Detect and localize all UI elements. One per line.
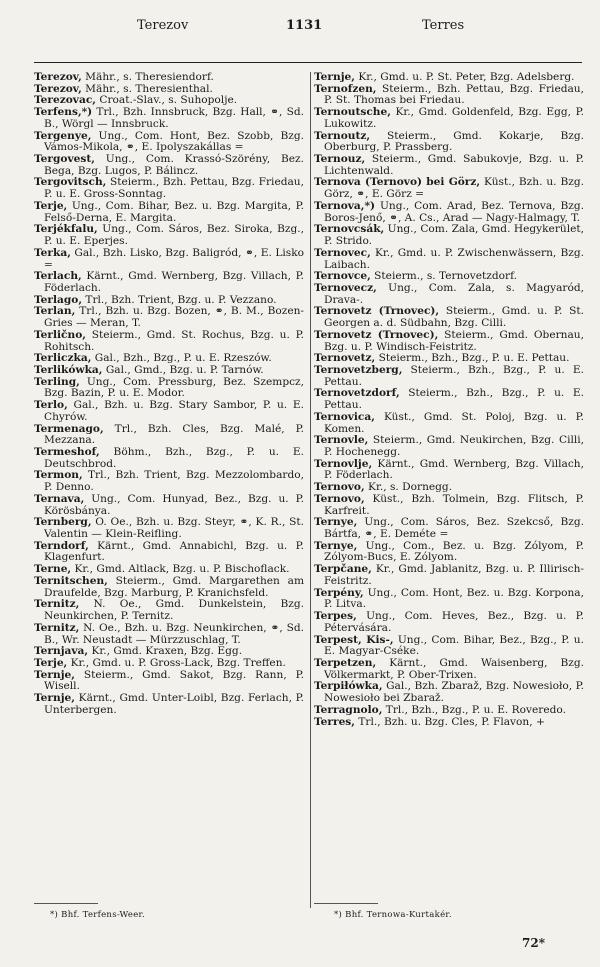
gazetteer-entry — [34, 306, 304, 329]
entry-details: N. Oe., Bzh. u. Bzg. Neunkirchen, ⚭, Sd. B., Wr. Neustadt — Mürzzuschlag, T. — [44, 621, 304, 646]
entry-place-name: Terličnо, — [34, 328, 86, 341]
gazetteer-entry — [34, 400, 304, 423]
entry-place-name: Termeshof, — [34, 446, 100, 458]
entry-place-name: Terling, — [34, 375, 80, 388]
gazetteer-entry — [34, 470, 304, 493]
entry-place-name: Terpetzen, — [314, 656, 377, 669]
entry-place-name: Ternovetz, — [314, 352, 376, 365]
entry-details: Küst., Bzh. Tolmein, Bzg. Flitsch, P. Karfreit. — [324, 492, 584, 517]
entry-place-name: Ternje, — [34, 692, 75, 705]
entry-details: Kr., Gmd. u. P. Gross-Lack, Bzg. Treffen. — [67, 656, 286, 669]
entry-place-name: Terlan, — [34, 305, 76, 318]
entry-place-name: Ternovetz (Trnovec), — [314, 305, 440, 318]
gazetteer-entry — [34, 693, 304, 716]
entry-details: Kärnt., Gmd. Annabichl, Bzg. u. P. Klagenfurt. — [44, 539, 304, 564]
gazetteer-entry — [34, 494, 304, 517]
entry-place-name: Ternovecz, — [314, 281, 377, 294]
entry-details: Steierm., Bzh. Pettau, Bzg. Friedau, P. St. Thomas bei Friedau. — [324, 82, 584, 107]
entry-place-name: Ternitz, — [34, 621, 80, 634]
entry-details: Kr., Gmd. u. P. Zwischenwässern, Bzg. Laibach. — [324, 246, 584, 271]
column-divider — [310, 72, 311, 908]
gazetteer-entry — [314, 412, 584, 435]
entry-place-name: Ternovo, — [314, 481, 365, 494]
entry-details: Kärnt., Gmd. Wernberg, Bzg. Villach, P. Föderlach. — [44, 270, 304, 294]
gazetteer-entry — [314, 658, 584, 681]
entry-place-name: Tergovitsch, — [34, 176, 107, 189]
entry-details: Ung., Com. Heves, Bez., Bzg. u. P. Pétervására. — [324, 610, 584, 634]
gazetteer-entry — [34, 377, 304, 400]
gazetteer-entry — [34, 201, 304, 224]
entry-details: Kärnt., Gmd. Waisenberg, Bzg. Völkermarkt, P. Ober-Trixen. — [324, 656, 584, 681]
entry-details: Ung., Com. Hont, Bez. u. Bzg. Korpona, P. Litva. — [324, 586, 584, 611]
entry-place-name: Tergenye, — [34, 129, 92, 142]
entry-details: Trl., Bzh. Trient, Bzg. Mezzolombardo, P. Denno. — [44, 469, 304, 494]
entry-details: Kr., Gmd. Kraxen, Bzg. Egg. — [88, 645, 243, 658]
entry-details: Steierm., Gmd. u. P. St. Georgen a. d. Südbahn, Bzg. Cilli. — [324, 305, 584, 330]
gazetteer-entry — [314, 435, 584, 458]
entry-place-name: Ternova (Ternovo) bei Görz, — [314, 176, 481, 189]
entry-place-name: Ternovce, — [314, 270, 371, 283]
entry-details: Kr., Gmd. u. P. St. Peter, Bzg. Adelsberg. — [354, 71, 575, 83]
entry-details: Steierm., Bzh., Bzg., P. u. E. Pettau. — [375, 352, 570, 365]
gazetteer-entry — [314, 365, 584, 388]
entry-place-name: Ternje, — [34, 668, 75, 681]
footnote-rule-left — [34, 903, 98, 904]
entry-place-name: Termon, — [34, 469, 83, 482]
entry-place-name: Ternoutsche, — [314, 106, 391, 119]
entry-details: Gal., Bzh. Zbaraž, Bzg. Nowesioło, P. Nowesioło bei Zbaraž. — [324, 680, 584, 705]
gazetteer-entry — [34, 447, 304, 470]
gazetteer-entry — [314, 517, 584, 540]
entry-place-name: Ternovica, — [314, 410, 375, 423]
entry-place-name: Termenago, — [34, 422, 104, 435]
gazetteer-entry — [34, 224, 304, 247]
entry-place-name: Ternovetzdorf, — [314, 387, 400, 400]
gazetteer-entry — [34, 154, 304, 177]
entry-details: Ung., Com. Hunyad, Bez., Bzg. u. P. Körösbánya. — [44, 492, 304, 517]
entry-place-name: Ternberg, — [34, 516, 92, 529]
entry-place-name: Ternofzen, — [314, 82, 377, 95]
gazetteer-entry — [34, 424, 304, 447]
entry-details: Steierm., s. Ternovetzdorf. — [370, 270, 517, 283]
gazetteer-entry — [314, 588, 584, 611]
gazetteer-entry — [314, 635, 584, 658]
entry-place-name: Terje, — [34, 656, 68, 669]
entry-details: Steierm., Gmd. Obernau, Bzg. u. P. Windisch-Feistritz. — [324, 328, 584, 353]
entry-place-name: Terndorf, — [34, 539, 89, 552]
entry-details: Trl., Bzh. Trient, Bzg. u. P. Vezzano. — [82, 293, 277, 306]
entry-details: Ung., Com. Sáros, Bez. Szekcső, Bzg. Bártfa, ⚭, E. Deméte = — [324, 516, 584, 541]
gazetteer-entry — [314, 201, 584, 224]
entry-details: Ung., Com., Bez. u. Bzg. Zólyom, P. Zólyom-Bucs, E. Zólyom. — [324, 539, 584, 564]
entry-place-name: Ternitschen, — [34, 574, 108, 587]
gazetteer-entry — [314, 306, 584, 329]
entry-place-name: Ternouz, — [314, 153, 366, 166]
entry-details: Ung., Com. Zala, s. Magyaród, Drava-. — [324, 281, 584, 306]
entry-place-name: Ternoutz, — [314, 129, 371, 142]
gazetteer-entry — [314, 717, 584, 729]
entry-place-name: Ternava, — [34, 492, 85, 505]
entry-place-name: Terpény, — [314, 586, 364, 599]
entry-place-name: Terpes, — [314, 610, 357, 623]
entry-details: Steierm., Gmd. Neukirchen, Bzg. Cilli, P. Hochenegg. — [324, 434, 584, 458]
entry-details: Kärnt., Gmd. Unter-Loibl, Bzg. Ferlach, P. Unterbergen. — [44, 692, 304, 716]
gazetteer-entry — [314, 459, 584, 482]
entry-details: O. Oe., Bzh. u. Bzg. Steyr, ⚭, K. R., St. Valentin — Klein-Reifling. — [44, 516, 304, 541]
gazetteer-entry — [34, 541, 304, 564]
page-number: 1131 — [286, 18, 323, 33]
gazetteer-entry — [34, 271, 304, 294]
gazetteer-entry — [34, 623, 304, 646]
entry-place-name: Terlach, — [34, 270, 82, 283]
entry-details: Mähr., s. Theresienthal. — [81, 82, 213, 95]
entry-place-name: Terres, — [314, 715, 355, 728]
header-left-keyword: Terezov — [137, 18, 189, 33]
entry-details: Trl., Bzh., Bzg., P. u. E. Roveredo. — [382, 703, 566, 716]
entry-details: Ung., Com. Zala, Gmd. Hegykerület, P. Strido. — [324, 223, 584, 248]
entry-details: Steierm., Gmd. Kokarje, Bzg. Oberburg, P. Prassberg. — [324, 129, 584, 154]
gazetteer-entry — [34, 177, 304, 200]
running-header — [0, 18, 600, 40]
entry-details: Mähr., s. Theresiendorf. — [81, 71, 214, 83]
entry-place-name: Terpiłówka, — [314, 680, 383, 693]
entry-place-name: Terliczka, — [34, 352, 92, 365]
entry-details: Steierm., Bzh., Bzg., P. u. E. Pettau. — [324, 363, 584, 388]
gazetteer-entry — [314, 154, 584, 177]
gazetteer-entry — [314, 681, 584, 704]
gazetteer-entry — [34, 599, 304, 622]
entry-details: Kr., s. Dornegg. — [364, 481, 453, 494]
gazetteer-entry — [314, 388, 584, 411]
entry-place-name: Terka, — [34, 246, 71, 259]
gazetteer-entry — [314, 248, 584, 271]
gazetteer-entry — [314, 541, 584, 564]
entry-place-name: Terje, — [34, 199, 68, 212]
entry-place-name: Tergovest, — [34, 153, 95, 166]
gazetteer-entry — [314, 177, 584, 200]
entry-place-name: Terragnolo, — [314, 703, 383, 716]
entry-details: Ung., Com. Sáros, Bez. Siroka, Bzg., P. u. E. Eperjes. — [44, 223, 304, 248]
entry-place-name: Terlo, — [34, 399, 68, 412]
gazetteer-entry — [314, 84, 584, 107]
entry-place-name: Terezov, — [34, 71, 82, 83]
entry-details: Böhm., Bzh., Bzg., P. u. E. Deutschbrod. — [44, 446, 304, 470]
entry-details: Steierm., Gmd. Sakot, Bzg. Rann, P. Wisell. — [44, 668, 304, 693]
entry-details: Küst., Bzh. u. Bzg. Görz, ⚭, E. Görz = — [324, 176, 584, 201]
entry-place-name: Ternovcsák, — [314, 223, 385, 236]
entry-details: Ung., Com. Hont, Bez. Szobb, Bzg. Vámos-Mikola, ⚭, E. Ipolyszakállas = — [44, 129, 304, 154]
entry-details: Gal., Bzh., Bzg., P. u. E. Rzeszów. — [91, 352, 272, 365]
entry-place-name: Terezovac, — [34, 94, 96, 107]
entry-place-name: Ternje, — [314, 71, 355, 83]
entry-place-name: Ternovetz (Trnovec), — [314, 328, 439, 341]
header-right-keyword: Terres — [422, 18, 465, 33]
entry-details: Steierm., Gmd. Sabukovje, Bzg. u. P. Lichtenwald. — [324, 153, 584, 177]
gazetteer-entry — [34, 248, 304, 271]
entry-place-name: Terezov, — [34, 82, 82, 95]
entry-details: Ung., Com. Bihar, Bez., Bzg., P. u. E. Magyar-Cséke. — [324, 633, 584, 658]
entry-details: Gal., Bzh. u. Bzg. Stary Sambor, P. u. E. Chyrów. — [44, 399, 304, 423]
gazetteer-entry — [34, 107, 304, 130]
entry-place-name: Terne, — [34, 563, 72, 576]
footnote-left: *) Bhf. Terfens-Weer. — [50, 910, 145, 920]
entry-details: Trl., Bzh. u. Bzg. Bozen, ⚭, B. M., Bozen-Gries — Meran, T. — [44, 305, 304, 330]
gazetteer-entry — [34, 576, 304, 599]
entry-details: Küst., Gmd. St. Poloj, Bzg. u. P. Komen. — [324, 410, 584, 435]
gazetteer-entry — [34, 517, 304, 540]
signature-mark: 72* — [522, 936, 545, 950]
entry-details: Steierm., Bzh., Bzg., P. u. E. Pettau. — [324, 387, 584, 412]
gazetteer-entry — [314, 131, 584, 154]
left-column — [34, 72, 304, 717]
entry-details: Steierm., Bzh. Pettau, Bzg. Friedau, P. u. E. Gross-Sonntag. — [44, 176, 304, 201]
entry-details: Trl., Bzh. Innsbruck, Bzg. Hall, ⚭, Sd. B., Wörgl — Innsbruck. — [44, 106, 304, 130]
entry-place-name: Terlago, — [34, 293, 83, 306]
gazetteer-entry — [314, 224, 584, 247]
entry-place-name: Terlikówka, — [34, 363, 103, 376]
entry-details: Kr., Gmd. Jablanitz, Bzg. u. P. Illirisch-Feistritz. — [324, 563, 584, 587]
entry-details: Ung., Com. Krassó-Szörény, Bez. Bega, Bzg. Lugos, P. Bálincz. — [44, 153, 304, 177]
entry-details: Trl., Bzh. u. Bzg. Cles, P. Flavon, + — [354, 715, 545, 728]
entry-place-name: Ternovetzberg, — [314, 363, 403, 376]
entry-place-name: Terpest, Kis-, — [314, 633, 394, 646]
entry-place-name: Ternovo, — [314, 492, 365, 505]
entry-details: Ung., Com. Bihar, Bez. u. Bzg. Margita, P. Felső-Derna, E. Margita. — [44, 199, 304, 224]
footnote-rule-right — [314, 903, 378, 904]
entry-place-name: Ternitz, — [34, 598, 80, 611]
entry-details: Kr., Gmd. Altlack, Bzg. u. P. Bischoflack. — [71, 563, 290, 576]
gazetteer-entry — [34, 330, 304, 353]
gazetteer-entry — [34, 670, 304, 693]
gazetteer-entry — [34, 131, 304, 154]
gazetteer-entry — [314, 494, 584, 517]
gazetteer-entry — [314, 283, 584, 306]
entry-place-name: Ternovlje, — [314, 457, 373, 470]
header-rule — [34, 62, 582, 63]
entry-place-name: Terjékfalu, — [34, 223, 98, 236]
entry-place-name: Ternye, — [314, 539, 358, 552]
entry-details: Gal., Gmd., Bzg. u. P. Tarnów. — [102, 363, 264, 376]
entry-details: Ung., Com. Arad, Bez. Ternova, Bzg. Boros-Jenő, ⚭, A. Cs., Arad — Nagy-Halmagy, T. — [324, 199, 584, 224]
entry-place-name: Ternovle, — [314, 434, 369, 447]
right-column — [314, 72, 584, 728]
entry-details: Ung., Com. Pressburg, Bez. Szempcz, Bzg. Bazin, P. u. E. Modor. — [44, 375, 304, 400]
entry-place-name: Terfens,*) — [34, 106, 93, 119]
gazetteer-entry — [314, 564, 584, 587]
entry-details: Steierm., Gmd. Margarethen am Draufelde, Bzg. Marburg, P. Kranichsfeld. — [44, 574, 304, 599]
gazetteer-entry — [314, 611, 584, 634]
entry-place-name: Ternovec, — [314, 246, 371, 259]
entry-details: Gal., Bzh. Lisko, Bzg. Baligród, ⚭, E. Lisko = — [44, 246, 304, 271]
entry-place-name: Ternjava, — [34, 645, 89, 658]
entry-details: Kärnt., Gmd. Wernberg, Bzg. Villach, P. Föderlach. — [324, 457, 584, 482]
entry-details: N. Oe., Gmd. Dunkelstein, Bzg. Neunkirchen, P. Ternitz. — [44, 598, 304, 623]
gazetteer-entry — [314, 330, 584, 353]
entry-place-name: Ternova,*) — [314, 199, 376, 212]
entry-details: Steierm., Gmd. St. Rochus, Bzg. u. P. Rohitsch. — [44, 328, 304, 353]
entry-details: Kr., Gmd. Goldenfeld, Bzg. Egg, P. Lukowitz. — [324, 106, 584, 130]
entry-details: Croat.-Slav., s. Suhopolje. — [95, 94, 238, 107]
gazetteer-entry — [314, 107, 584, 130]
entry-place-name: Terpčane, — [314, 563, 372, 576]
entry-place-name: Ternye, — [314, 516, 358, 529]
entry-details: Trl., Bzh. Cles, Bzg. Malé, P. Mezzana. — [44, 422, 304, 447]
footnote-right: *) Bhf. Ternowa-Kurtakér. — [334, 910, 452, 920]
